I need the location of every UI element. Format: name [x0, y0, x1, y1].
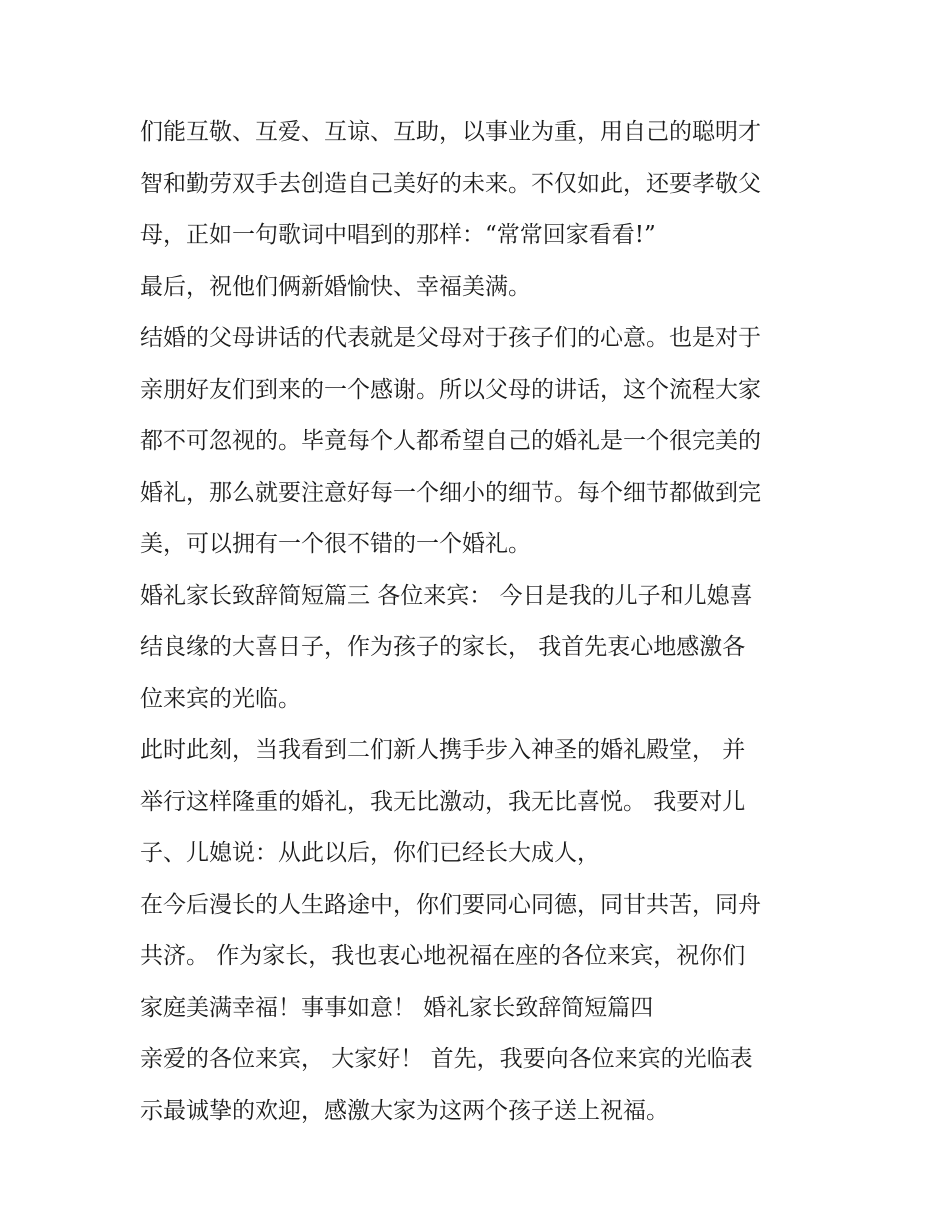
text-line: 结婚的父母讲话的代表就是父母对于孩子们的心意。也是对于	[140, 325, 761, 351]
text-line: 子、儿媳说：从此以后，你们已经长大成人，	[140, 840, 600, 866]
document-body	[140, 107, 830, 1137]
text-line: 亲爱的各位来宾， 大家好！ 首先，我要向各位来宾的光临表	[140, 1046, 753, 1072]
text-line: 都不可忽视的。毕竟每个人都希望自己的婚礼是一个很完美的	[140, 428, 761, 454]
text-line: 共济。 作为家长，我也衷心地祝福在座的各位来宾，祝你们	[140, 943, 746, 969]
text-line: 家庭美满幸福！事事如意！ 婚礼家长致辞简短篇四	[140, 994, 654, 1021]
text-line: 们能互敬、互爱、互谅、互助，以事业为重，用自己的聪明才	[140, 119, 761, 145]
text-line: 母，正如一句歌词中唱到的那样：“常常回家看看!”	[140, 222, 656, 248]
text-line: 举行这样隆重的婚礼，我无比激动，我无比喜悦。 我要对儿	[140, 788, 746, 815]
text-line: 美，可以拥有一个很不错的一个婚礼。	[140, 531, 531, 557]
text-line: 此时此刻，当我看到二们新人携手步入神圣的婚礼殿堂， 并	[140, 737, 746, 763]
text-line: 智和勤劳双手去创造自己美好的未来。不仅如此，还要孝敬父	[140, 170, 761, 197]
text-line: 结良缘的大喜日子，作为孩子的家长， 我首先衷心地感激各	[140, 634, 746, 660]
text-line: 最后，祝他们俩新婚愉快、幸福美满。	[140, 273, 531, 300]
text-line: 亲朋好友们到来的一个感谢。所以父母的讲话，这个流程大家	[140, 376, 761, 403]
text-line: 示最诚挚的欢迎，感激大家为这两个孩子送上祝福。	[140, 1097, 669, 1124]
text-line: 婚礼家长致辞简短篇三 各位来宾： 今日是我的儿子和儿媳喜	[140, 582, 753, 609]
text-line: 在今后漫长的人生路途中，你们要同心同德，同甘共苦，同舟	[140, 891, 761, 918]
text-line: 位来宾的光临。	[140, 685, 301, 712]
text-line: 婚礼，那么就要注意好每一个细小的细节。每个细节都做到完	[140, 479, 761, 506]
